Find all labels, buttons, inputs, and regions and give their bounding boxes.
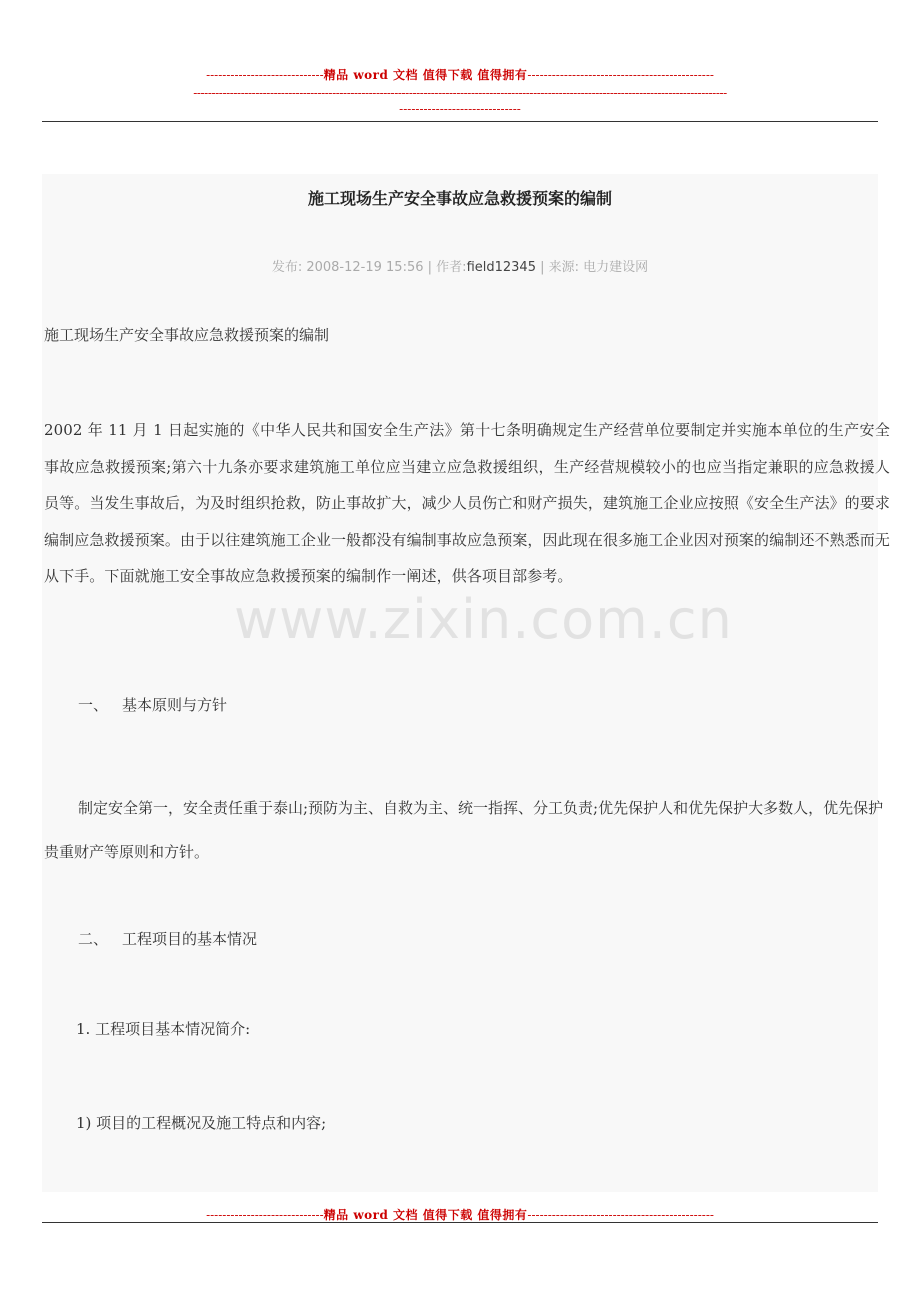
published-date: 2008-12-19 15:56	[306, 260, 424, 275]
list-item: 1. 工程项目基本情况简介:	[76, 1020, 251, 1038]
banner-dashes-left: -----------------------------	[206, 68, 324, 82]
section-number: 一、	[78, 696, 109, 714]
list-item: 1) 项目的工程概况及施工特点和内容;	[76, 1114, 327, 1132]
header-dash-line-2: --------------------------------------------------------------------------------------------------------------------------------------------------	[193, 86, 727, 100]
source-name: 电力建设网	[583, 260, 649, 275]
banner-text: 精品 word 文档 值得下载 值得拥有	[323, 1208, 528, 1222]
banner-text: 精品 word 文档 值得下载 值得拥有	[323, 68, 528, 82]
article-intro-paragraph: 2002 年 11 月 1 日起实施的《中华人民共和国安全生产法》第十七条明确规定生产经营单位要制定并实施本单位的生产安全事故应急救援预案;第六十九条亦要求建筑施工单位应当建立应急救援组织，生产经营规模较小的也应当指定兼职的应急救援人员等。当发生事故后，为及时组织抢救，防止事故扩大，减少人员伤亡和财产损失，建筑施工企业应按照《安全生产法》的要求编制应急救援预案。由于以往建筑施工企业一般都没有编制事故应急预案，因此现在很多施工企业因对预案的编制还不熟悉而无从下手。下面就施工安全事故应急救援预案的编制作一阐述，供各项目部参考。	[44, 421, 890, 585]
section-title: 基本原则与方针	[122, 696, 228, 714]
banner-dashes-right: ----------------------------------------------	[527, 68, 714, 82]
section-number: 二、	[78, 930, 109, 948]
header-dash-line-3: ------------------------------	[399, 102, 521, 116]
banner-dashes-right: ----------------------------------------------	[527, 1208, 714, 1222]
source-label: 来源:	[548, 260, 580, 275]
header-rule	[42, 121, 878, 122]
author-name: field12345	[466, 260, 536, 275]
article-title: 施工现场生产安全事故应急救援预案的编制	[307, 189, 612, 208]
article-lead: 施工现场生产安全事故应急救援预案的编制	[44, 326, 330, 344]
section-title: 工程项目的基本情况	[122, 930, 258, 948]
article-meta	[0, 256, 920, 275]
section-1-paragraph: 制定安全第一，安全责任重于泰山;预防为主、自救为主、统一指挥、分工负责;优先保护人和优先保护大多数人，优先保护贵重财产等原则和方针。	[44, 799, 884, 861]
meta-separator: |	[540, 260, 545, 275]
section-heading-2	[78, 928, 920, 949]
section-heading-1	[78, 694, 920, 715]
author-label: 作者:	[436, 260, 467, 275]
banner-dashes-left: -----------------------------	[206, 1208, 324, 1222]
meta-separator: |	[427, 260, 433, 275]
published-label: 发布:	[271, 260, 303, 275]
header-banner	[0, 66, 920, 83]
footer-banner	[0, 1206, 920, 1223]
site-watermark: www.zixin.com.cn	[234, 588, 733, 651]
footer-rule	[42, 1222, 878, 1223]
